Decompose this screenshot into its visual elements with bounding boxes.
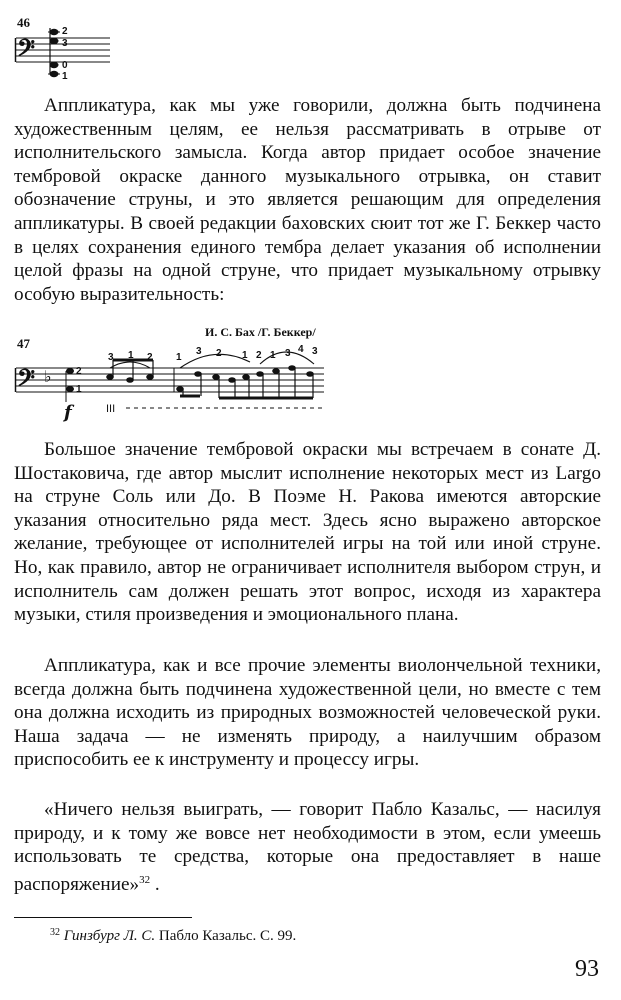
footnote-mark: 32	[50, 927, 60, 938]
fingering: 0	[62, 60, 68, 71]
fingering: 2	[256, 350, 262, 361]
quote-text: «Ничего нельзя выиграть, — говорит Пабло Казальс, — насилуя природу, и к тому же вовсе нет необходимости в этом, если умеешь использовать те средства, которые она предоставляет в наше распоряжение»	[14, 799, 601, 895]
fingering: 1	[270, 350, 276, 361]
fingering: 3	[285, 348, 291, 359]
fingering: 3	[62, 38, 68, 49]
fingering: 2	[76, 366, 82, 377]
footnote-source: Пабло Казальс. С. 99.	[155, 928, 297, 944]
flat-icon: ♭	[44, 367, 52, 386]
fingering: 1	[128, 350, 134, 361]
fingering: 4	[298, 344, 304, 355]
fingering: 3	[312, 346, 318, 357]
fingering: 2	[147, 352, 153, 363]
fingering: 1	[62, 71, 68, 82]
bass-clef-icon: 𝄢	[17, 34, 36, 67]
fingering: 3	[196, 346, 202, 357]
bass-clef-icon: 𝄢	[17, 364, 36, 397]
paragraph: Аппликатура, как мы уже говорили, должна быть подчинена художественным целям, ее нельзя рассматривать в отрыве от исполнительского замысла. Когда автор придает особое значение тембровой окраске данного музыкального отрывка, он ставит обозначение струны, и это является решающим для определения аппликатуры. В своей редакции баховских сюит тот же Г. Беккер часто в целях сохранения единого тембра делает указания об исполнении целой фразы на одной струне, что придает музыкальному отрывку особую выразительность:	[14, 95, 601, 305]
music-example-47	[14, 340, 334, 422]
quote-tail: .	[150, 873, 160, 895]
composer-credit: И. С. Бах /Г. Беккер/	[205, 325, 316, 339]
footnote-reference[interactable]: 32	[139, 873, 151, 886]
footnote	[50, 927, 296, 945]
fingering: 1	[176, 352, 182, 363]
paragraph: Аппликатура, как и все прочие элементы виолончельной техники, всегда должна быть подчинена художественной цели, но вместе с тем она должна исходить из природных возможностей человеческой руки. Наша задача — не изменять природу, а наилучшим образом приспособить ее к инструменту и процессу игры.	[14, 655, 601, 771]
page-number: 93	[575, 956, 599, 982]
fingering: 1	[76, 384, 82, 395]
fingering: 3	[108, 352, 114, 363]
footnote-separator	[14, 917, 192, 918]
example-number: 47	[17, 336, 30, 351]
footnote-author: Гинзбург Л. С.	[63, 928, 156, 944]
fingering: 2	[216, 348, 222, 359]
fingering: 1	[242, 350, 248, 361]
dynamic-marking: f	[64, 402, 72, 422]
string-marking: III	[106, 403, 116, 415]
paragraph	[14, 798, 601, 896]
paragraph: Большое значение тембровой окраски мы встречаем в сонате Д. Шостаковича, где автор мыслит исполнение некоторых мест из Largo на струне Соль или До. В Поэме Н. Ракова имеются авторские указания относительно ряда мест. Здесь ясно выражено авторское желание, требующее от исполнителей игры на той или иной струне. Но, как правило, автор не ограничивает исполнителя выбором струн, и исполнитель сам должен решать этот вопрос, исходя из характера музыки, стиля произведения и эмоционального плана.	[14, 439, 601, 626]
fingering: 2	[62, 26, 68, 37]
music-example-46	[14, 22, 124, 84]
example-number: 46	[17, 15, 30, 30]
